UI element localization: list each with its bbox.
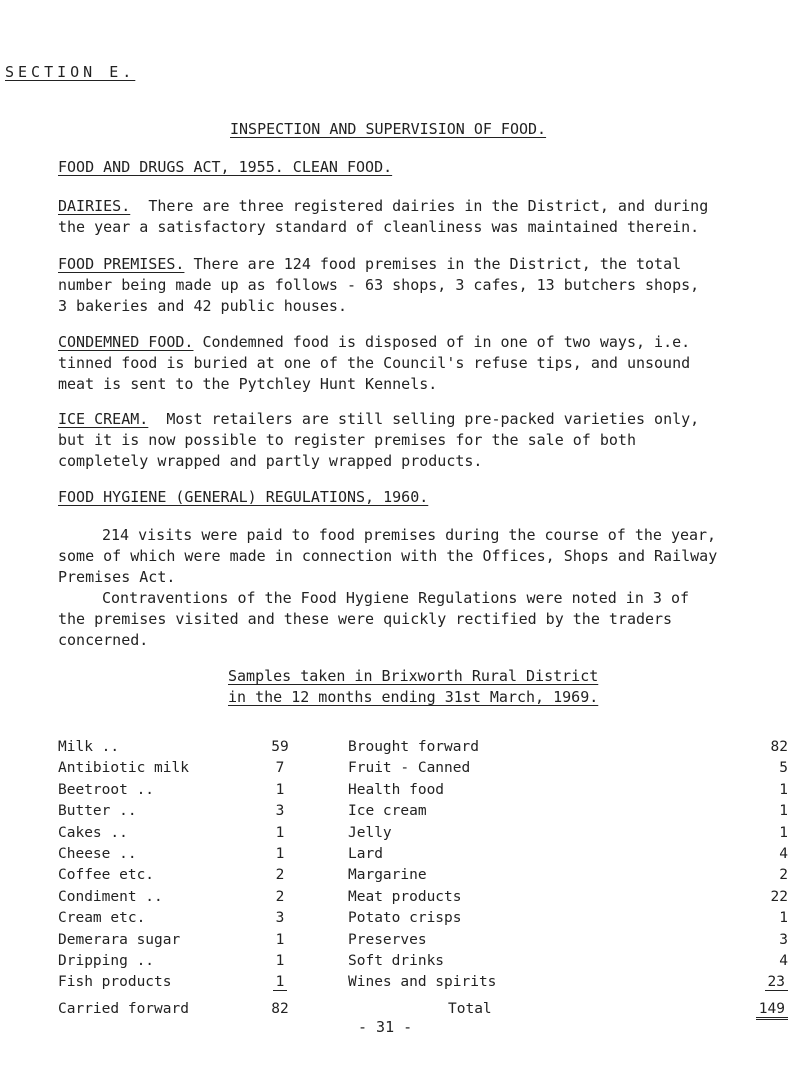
table-row (58, 867, 788, 888)
total-label: Total (448, 1000, 492, 1017)
table-row (58, 782, 788, 803)
left-item: Antibiotic milk (58, 760, 189, 777)
carried-forward-count: 82 (271, 1000, 289, 1017)
ice-cream-label: ICE CREAM. (58, 410, 149, 428)
left-item: Dripping .. (58, 952, 155, 969)
right-item: Lard (348, 845, 383, 862)
right-count: 22 (770, 888, 788, 905)
left-item: Cheese .. (58, 845, 137, 862)
left-count: 1 (275, 952, 285, 969)
right-count: 1 (779, 824, 788, 841)
right-count: 1 (779, 910, 788, 927)
right-item: Wines and spirits (348, 974, 497, 991)
left-count: 3 (275, 803, 285, 820)
left-count: 7 (275, 760, 285, 777)
food-premises-label: FOOD PREMISES. (58, 255, 185, 273)
samples-title (228, 666, 598, 708)
left-count: 59 (271, 739, 289, 755)
right-item: Brought forward (348, 739, 479, 755)
left-item: Milk .. (58, 739, 120, 755)
right-count: 1 (779, 781, 788, 798)
right-item: Ice cream (348, 803, 427, 820)
right-count: 4 (779, 952, 788, 969)
left-count: 3 (275, 910, 285, 927)
right-item: Margarine (348, 867, 427, 884)
left-count: 1 (275, 845, 285, 862)
samples-title-line-1: Samples taken in Brixworth Rural District (228, 667, 599, 685)
ice-cream-line-2: but it is now possible to register premises for the sale of both (58, 431, 636, 449)
condemned-food-line-1: Condemned food is disposed of in one of two ways, i.e. (202, 333, 691, 351)
samples-table (58, 739, 788, 1022)
left-item: Butter .. (58, 803, 137, 820)
left-count: 1 (273, 974, 288, 991)
hygiene-heading: FOOD HYGIENE (GENERAL) REGULATIONS, 1960. (58, 488, 429, 506)
table-row (58, 889, 788, 910)
left-item: Beetroot .. (58, 781, 155, 798)
hygiene-p2-line-1: Contraventions of the Food Hygiene Regulations were noted in 3 of (102, 589, 689, 607)
right-count: 3 (779, 931, 788, 948)
left-item: Cakes .. (58, 824, 128, 841)
ice-cream-line-1: Most retailers are still selling pre-packed varieties only, (166, 410, 700, 428)
hygiene-p2-line-3: concerned. (58, 631, 149, 649)
table-row (58, 825, 788, 846)
right-item: Jelly (348, 824, 392, 841)
table-row (58, 803, 788, 824)
left-item: Fish products (58, 974, 172, 991)
left-count: 2 (275, 867, 285, 884)
left-count: 1 (275, 824, 285, 841)
left-item: Condiment .. (58, 888, 163, 905)
right-item: Health food (348, 781, 445, 798)
table-row (58, 846, 788, 867)
table-row (58, 953, 788, 974)
left-item: Cream etc. (58, 910, 146, 927)
section-title: SECTION E. (5, 63, 136, 81)
right-count: 23 (765, 974, 788, 991)
dairies-line-1: There are three registered dairies in the District, and during (148, 197, 709, 215)
condemned-food-paragraph (58, 332, 778, 395)
condemned-food-label: CONDEMNED FOOD. (58, 333, 194, 351)
ice-cream-line-3: completely wrapped and partly wrapped products. (58, 452, 483, 470)
hygiene-p2-line-2: the premises visited and these were quickly rectified by the traders (58, 610, 673, 628)
right-item: Potato crisps (348, 910, 462, 927)
food-premises-paragraph (58, 254, 778, 317)
hygiene-p1-line-3: Premises Act. (58, 568, 176, 586)
table-row (58, 910, 788, 931)
hygiene-paragraph-2 (58, 588, 778, 651)
left-count: 2 (275, 888, 285, 905)
hygiene-p1-line-1: 214 visits were paid to food premises during the course of the year, (102, 526, 717, 544)
left-count: 1 (275, 931, 285, 948)
dairies-label: DAIRIES. (58, 197, 131, 215)
left-item: Coffee etc. (58, 867, 155, 884)
total-count: 149 (756, 1001, 788, 1020)
right-count: 2 (779, 867, 788, 884)
table-row (58, 974, 788, 995)
left-count: 1 (275, 781, 285, 798)
page-number: - 31 - (358, 1018, 413, 1036)
samples-title-line-2: in the 12 months ending 31st March, 1969. (228, 688, 599, 706)
table-row (58, 932, 788, 953)
condemned-food-line-2: tinned food is buried at one of the Council's refuse tips, and unsound (58, 354, 691, 372)
carried-forward-label: Carried forward (58, 1000, 189, 1017)
right-item: Soft drinks (348, 952, 445, 969)
left-item: Demerara sugar (58, 931, 181, 948)
right-item: Meat products (348, 888, 462, 905)
main-heading: INSPECTION AND SUPERVISION OF FOOD. (230, 120, 547, 138)
right-count: 1 (779, 803, 788, 820)
dairies-paragraph (58, 196, 778, 238)
act-heading: FOOD AND DRUGS ACT, 1955. CLEAN FOOD. (58, 158, 393, 176)
right-count: 4 (779, 845, 788, 862)
right-count: 82 (770, 739, 788, 755)
table-row (58, 760, 788, 781)
hygiene-paragraph-1 (58, 525, 778, 588)
hygiene-p1-line-2: some of which were made in connection with the Offices, Shops and Railway (58, 547, 718, 565)
right-item: Fruit - Canned (348, 760, 471, 777)
table-row (58, 739, 788, 760)
totals-row (58, 996, 788, 1022)
right-item: Preserves (348, 931, 427, 948)
food-premises-line-1: There are 124 food premises in the District, the total (193, 255, 682, 273)
dairies-line-2: the year a satisfactory standard of cleanliness was maintained therein. (58, 218, 700, 236)
ice-cream-paragraph (58, 409, 778, 472)
food-premises-line-2: number being made up as follows - 63 shops, 3 cafes, 13 butchers shops, (58, 276, 700, 294)
condemned-food-line-3: meat is sent to the Pytchley Hunt Kennels. (58, 375, 438, 393)
right-count: 5 (779, 760, 788, 777)
food-premises-line-3: 3 bakeries and 42 public houses. (58, 297, 347, 315)
